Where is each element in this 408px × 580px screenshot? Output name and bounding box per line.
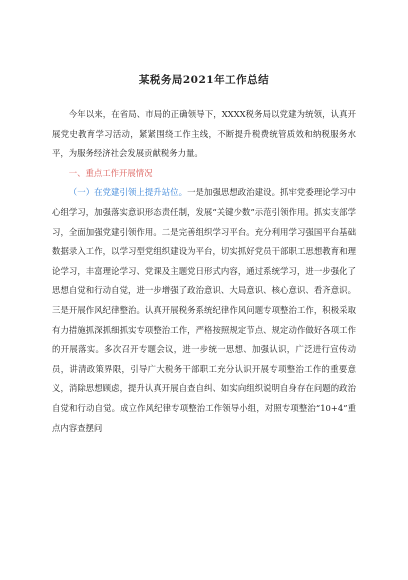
subsection-heading: （一）在党建引领上提升站位。: [68, 187, 188, 198]
section-heading: 一、重点工作开展情况: [68, 167, 153, 178]
intro-paragraph: 今年以来，在省局、市局的正确领导下，XXXX税务局以党建为统领，认真开展党史教育学习活动，紧紧围绕工作主线，不断提升税费统管质效和纳税服务水平，为服务经济社会发展贡献税务力量。: [52, 109, 356, 159]
subsection-paragraph: [52, 183, 356, 438]
subsection-body: 一是加强思想政治建设。抓牢党委理论学习中心组学习，加强落实意识形态责任制，发展“关键少数”示范引领作用。抓实支部学习，全面加强党建引领作用。二是完善组织学习平台。充分利用学习强国平台基础数据录入工作，以学习型党组织建设为平台，切实抓好党员干部职工思想教育和理论学习，丰富理论学习、党课及主题党日形式内容，通过系统学习，进一步强化了思想自觉和行动自觉，进一步增强了政治意识、大局意识、核心意识、看齐意识。三是开展作风纪律整治。认真开展税务系统纪律作风问题专项整治工作，积极采取有力措施抓深抓细抓实专项整治工作，严格按照规定节点、规定动作做好各项工作的开展落实。多次召开专题会议，进一步统一思想、加强认识，广泛进行宣传动员，讲清政策界限，引导广大税务干部职工充分认识开展专项整治工作的重要意义，消除思想顾虑，提升认真开展自查自纠、如实向组织说明自身存在问题的政治自觉和行动自觉。成立作风纪律专项整治工作领导小组，对照专项整治“10+4”重点内容查摆问: [52, 187, 357, 433]
document-title: 某税务局2021年工作总结: [138, 74, 270, 86]
